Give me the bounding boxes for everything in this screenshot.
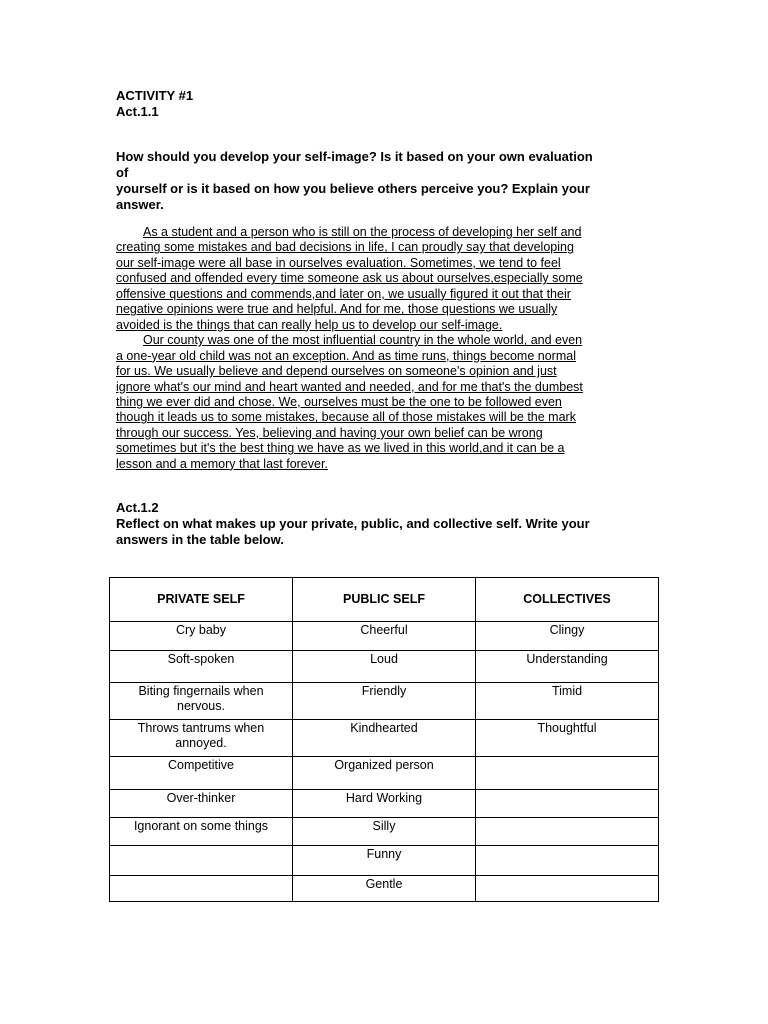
act-1-2-instruction [116, 516, 646, 548]
act-1-2-label: Act.1.2 [116, 500, 159, 515]
essay-line: confused and offended every time someone ask us about ourselves,especially some [116, 271, 583, 286]
table-cell: Timid [476, 683, 659, 720]
table-row [110, 846, 659, 876]
question-line: How should you develop your self-image? Is it based on your own evaluation [116, 149, 593, 164]
table-cell: Throws tantrums when annoyed. [110, 720, 293, 757]
table-row [110, 876, 659, 902]
essay-line: negative opinions were true and helpful. And for me, those questions we usually [116, 302, 558, 317]
table-cell: Silly [293, 818, 476, 846]
essay-answer [116, 225, 656, 472]
header-collectives: COLLECTIVES [476, 578, 659, 622]
table-cell [110, 846, 293, 876]
table-cell: Friendly [293, 683, 476, 720]
table-cell: Thoughtful [476, 720, 659, 757]
table-header-row [110, 578, 659, 622]
table-cell: Cheerful [293, 622, 476, 651]
header-private-self: PRIVATE SELF [110, 578, 293, 622]
essay-line: As a student and a person who is still on the process of developing her self and [143, 225, 582, 239]
table-cell: Ignorant on some things [110, 818, 293, 846]
question-1 [116, 149, 646, 213]
table-cell: Over-thinker [110, 790, 293, 818]
table-row [110, 651, 659, 683]
table-row [110, 790, 659, 818]
question-line: yourself or is it based on how you believe others perceive you? Explain your [116, 181, 590, 196]
table-cell: Kindhearted [293, 720, 476, 757]
table-cell [476, 790, 659, 818]
table-cell: Understanding [476, 651, 659, 683]
table-cell: Hard Working [293, 790, 476, 818]
essay-line: for us. We usually believe and depend ourselves on someone's opinion and just [116, 364, 557, 379]
table-row [110, 818, 659, 846]
table-row [110, 757, 659, 790]
table-cell [476, 818, 659, 846]
table-cell [476, 757, 659, 790]
header-public-self: PUBLIC SELF [293, 578, 476, 622]
essay-line: a one-year old child was not an exception. And as time runs, things become normal [116, 348, 576, 363]
essay-line: through our success. Yes, believing and having your own belief can be wrong [116, 425, 543, 440]
table-row [110, 683, 659, 720]
question-line: answer. [116, 197, 164, 212]
essay-line: lesson and a memory that last forever. [116, 456, 328, 471]
table-cell: Biting fingernails when nervous. [110, 683, 293, 720]
essay-line: Our county was one of the most influential country in the whole world, and even [143, 333, 583, 348]
table-cell: Cry baby [110, 622, 293, 651]
essay-line: though it leads us to some mistakes, because all of those mistakes will be the mark [116, 410, 576, 425]
table-cell [110, 876, 293, 902]
activity-title: ACTIVITY #1 [116, 88, 194, 103]
table-cell: Loud [293, 651, 476, 683]
instruction-line: answers in the table below. [116, 532, 284, 547]
essay-line: avoided is the things that can really help us to develop our self-image. [116, 317, 503, 332]
act-1-1-label: Act.1.1 [116, 104, 159, 119]
essay-line: thing we ever did and chose. We, ourselves must be the one to be followed even [116, 394, 562, 409]
table-row [110, 622, 659, 651]
table-cell: Funny [293, 846, 476, 876]
essay-line: ignore what's our mind and heart wanted and needed, and for me that's the dumbest [116, 379, 583, 394]
table-cell [476, 876, 659, 902]
essay-line: offensive questions and commends,and later on, we usually figured it out that their [116, 286, 571, 301]
self-table [109, 577, 659, 902]
table-cell: Organized person [293, 757, 476, 790]
table-cell: Gentle [293, 876, 476, 902]
table-cell: Competitive [110, 757, 293, 790]
essay-line: our self-image were all base in ourselves evaluation. Sometimes, we tend to feel [116, 255, 561, 270]
essay-line: creating some mistakes and bad decisions in life, I can proudly say that developing [116, 240, 574, 255]
table-cell: Soft-spoken [110, 651, 293, 683]
instruction-line: Reflect on what makes up your private, public, and collective self. Write your [116, 516, 590, 531]
table-row [110, 720, 659, 757]
essay-line: sometimes but it's the best thing we have as we lived in this world,and it can be a [116, 441, 565, 456]
table-cell [476, 846, 659, 876]
table-cell: Clingy [476, 622, 659, 651]
question-line: of [116, 165, 129, 180]
